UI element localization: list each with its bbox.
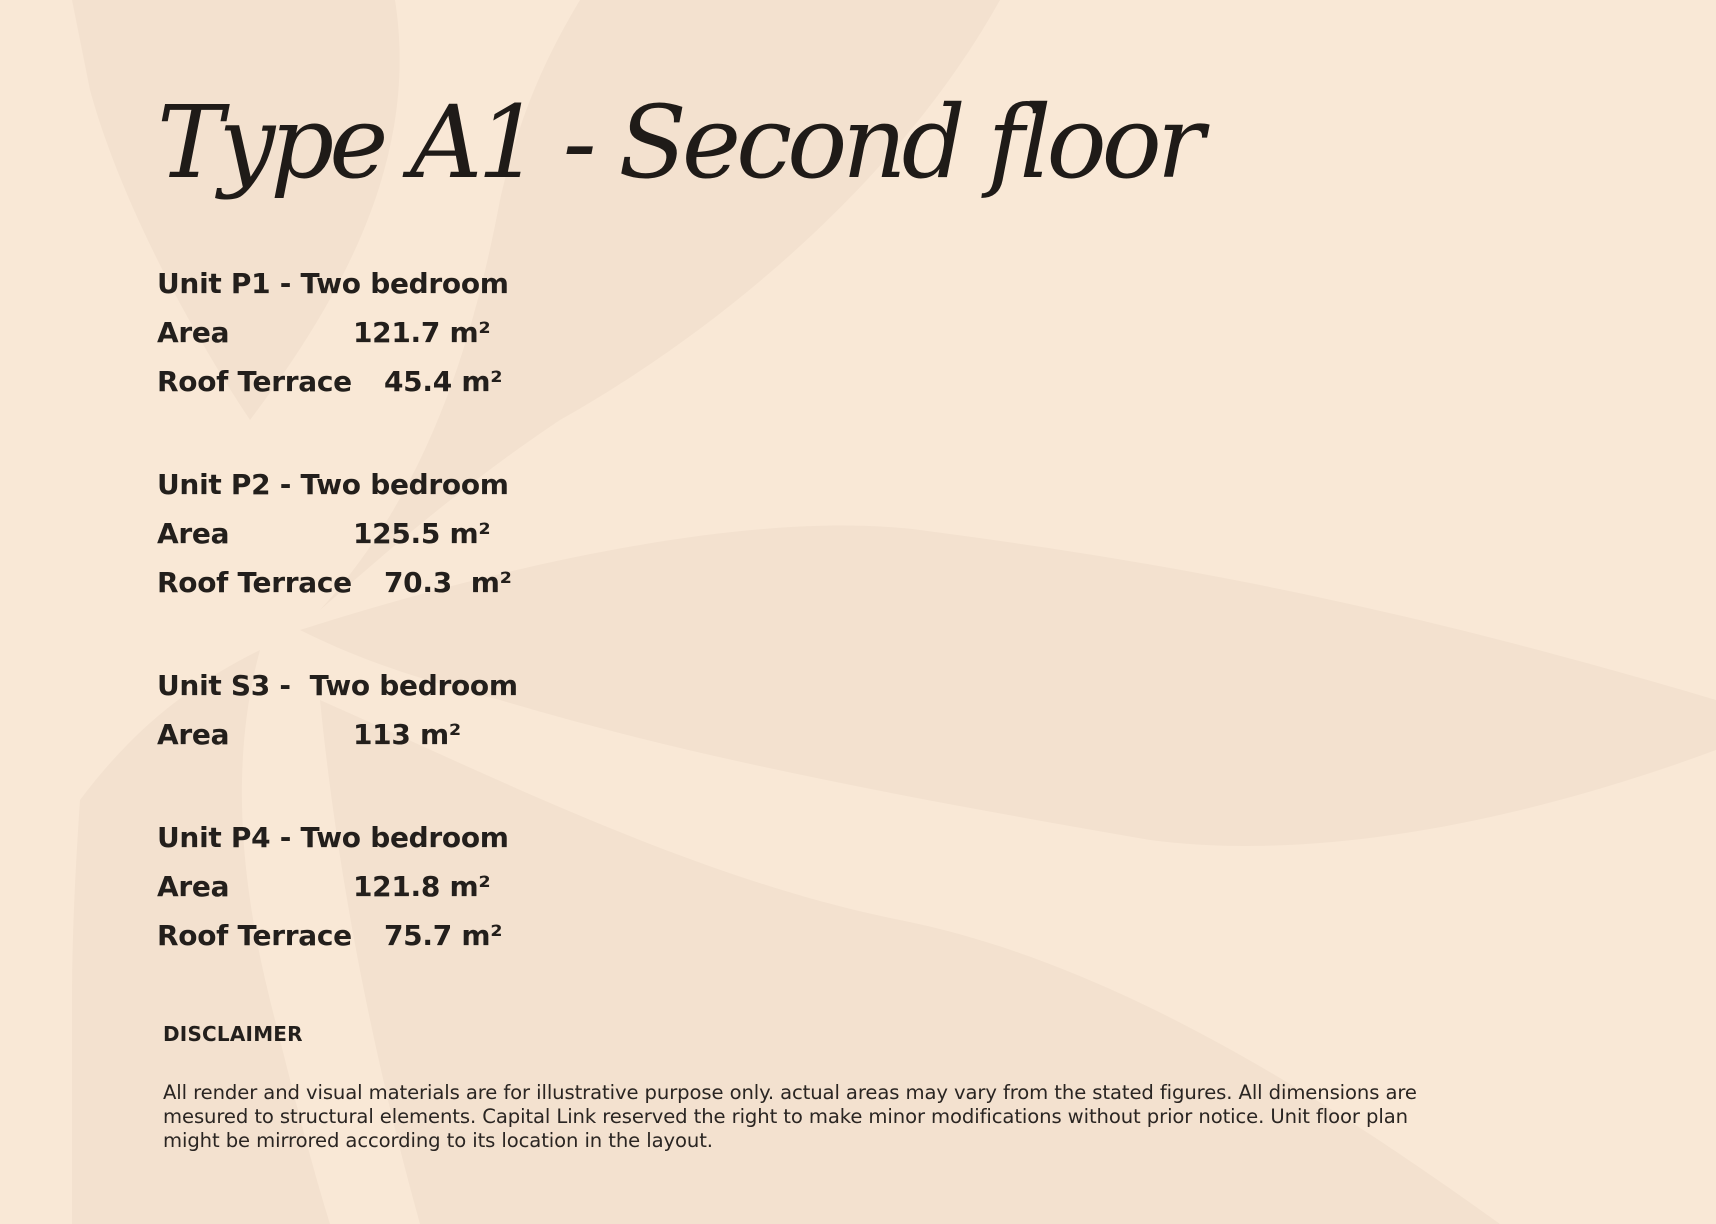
disclaimer-title: DISCLAIMER [163, 1022, 303, 1046]
area-value: 113 m² [353, 718, 461, 751]
unit-name: Unit P4 - Two bedroom [157, 821, 509, 854]
area-label: Area [157, 316, 230, 349]
disclaimer-text: All render and visual materials are for illustrative purpose only. actual areas may vary from the stated figures. All dimensions are mesured to structural elements. Capital Link reserved the right to make minor modifications without prior notice. Unit floor plan might be mirrored according to its location in the layout. [163, 1081, 1417, 1152]
roof-terrace-label: Roof Terrace [157, 566, 352, 599]
unit-block [157, 262, 518, 409]
roof-terrace-value: 70.3 m² [384, 566, 512, 599]
unit-name: Unit P1 - Two bedroom [157, 267, 509, 300]
roof-terrace-row [157, 360, 518, 409]
roof-terrace-row [157, 914, 518, 963]
area-value: 125.5 m² [353, 517, 491, 550]
area-value: 121.7 m² [353, 316, 491, 349]
roof-terrace-value: 75.7 m² [384, 919, 503, 952]
unit-block [157, 463, 518, 610]
page-title: Type A1 - Second floor [157, 84, 1200, 201]
roof-terrace-row [157, 561, 518, 610]
area-label: Area [157, 870, 230, 903]
roof-terrace-label: Roof Terrace [157, 919, 352, 952]
unit-block [157, 816, 518, 963]
area-label: Area [157, 517, 230, 550]
unit-name: Unit S3 - Two bedroom [157, 669, 518, 702]
roof-terrace-label: Roof Terrace [157, 365, 352, 398]
unit-name: Unit P2 - Two bedroom [157, 468, 509, 501]
disclaimer [163, 1022, 1423, 1153]
area-value: 121.8 m² [353, 870, 491, 903]
roof-terrace-value: 45.4 m² [384, 365, 503, 398]
area-row [157, 713, 518, 762]
unit-block [157, 664, 518, 762]
area-row [157, 311, 518, 360]
area-row [157, 512, 518, 561]
area-label: Area [157, 718, 230, 751]
area-row [157, 865, 518, 914]
unit-list [157, 262, 518, 1017]
